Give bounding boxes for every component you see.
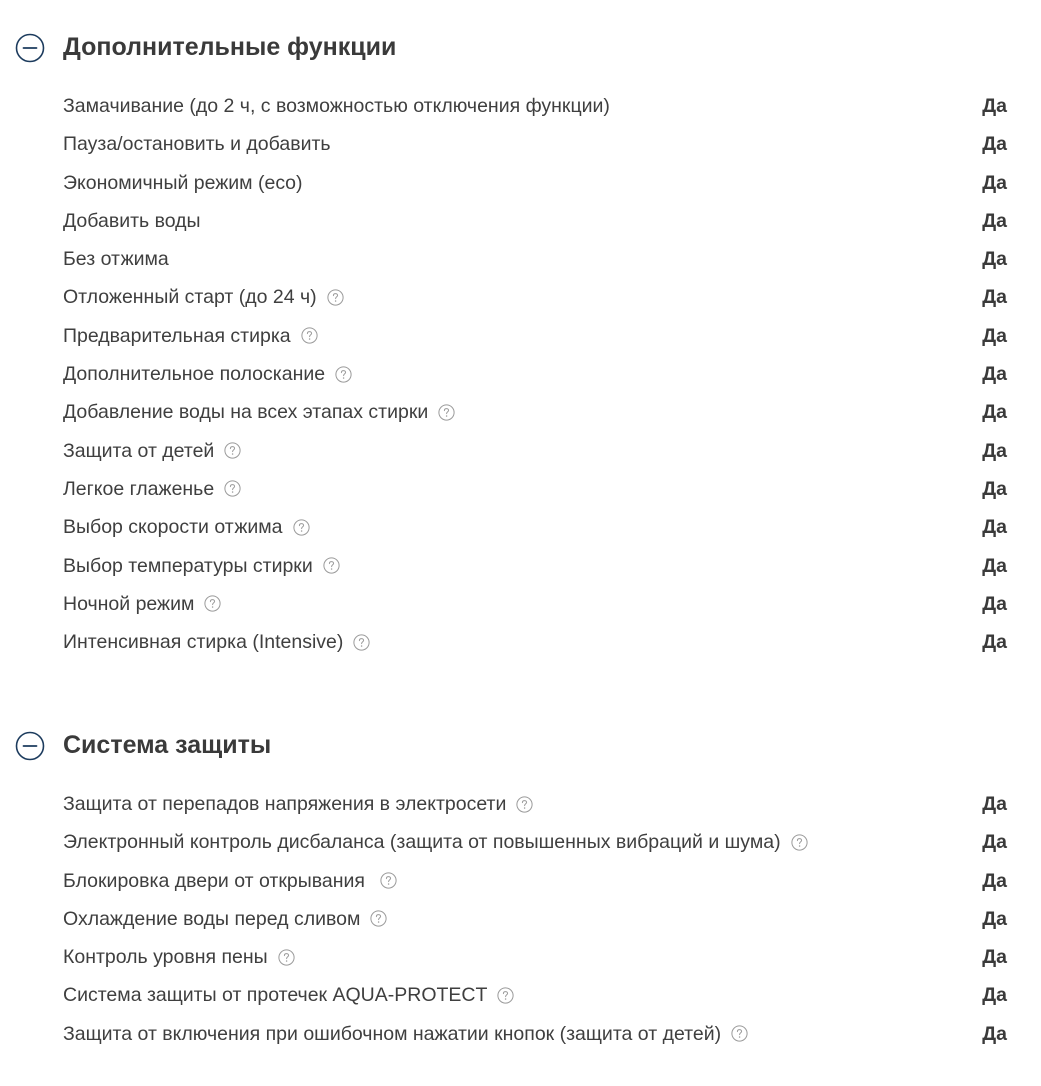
section-header-toggle[interactable] [15,729,272,761]
spec-label: Без отжима [63,248,169,271]
spec-label-wrap [63,132,331,156]
section-title: Система защиты [63,731,272,759]
spec-value: Да [982,984,1007,1007]
spec-label: Защита от перепадов напряжения в электросети [63,793,507,815]
help-question-icon[interactable] [278,949,295,966]
spec-label-wrap [63,869,397,893]
spec-label-wrap [63,94,610,118]
help-question-icon[interactable] [380,872,397,889]
spec-label-wrap [63,830,808,854]
spec-row [63,132,1007,170]
spec-label: Выбор скорости отжима [63,516,283,539]
spec-label: Пауза/остановить и добавить [63,133,331,156]
spec-label: Выбор температуры стирки [63,554,313,577]
spec-value: Да [982,439,1007,462]
spec-row [63,439,1007,477]
help-question-icon[interactable] [353,634,370,651]
spec-label-wrap [63,1022,748,1046]
spec-label: Контроль уровня пены [63,946,268,969]
spec-label: Экономичный режим (eco) [63,171,303,194]
spec-label-wrap [63,477,241,501]
minus-circle-icon[interactable] [15,731,43,759]
spec-value: Да [982,946,1007,969]
spec-value: Да [982,516,1007,539]
spec-value: Да [982,363,1007,386]
spec-row [63,247,1007,285]
help-question-icon[interactable] [293,519,310,536]
spec-label: Охлаждение воды перед сливом [63,907,361,930]
spec-row [63,285,1007,323]
spec-label-wrap [63,907,387,931]
spec-value: Да [982,324,1007,347]
spec-label: Защита от детей [63,439,215,462]
spec-label: Добавление воды на всех этапах стирки [63,401,429,424]
spec-label-wrap [63,285,344,309]
spec-value: Да [982,592,1007,615]
spec-row [63,362,1007,400]
spec-value: Да [982,286,1007,309]
spec-row [63,477,1007,515]
help-question-icon[interactable] [731,1025,748,1042]
spec-value: Да [982,631,1007,654]
spec-row [63,400,1007,438]
spec-row [63,171,1007,209]
spec-row [63,792,1007,830]
spec-label-wrap [63,400,455,424]
spec-label-wrap [63,247,169,271]
spec-label: Добавить воды [63,209,201,232]
spec-label-wrap [63,515,310,539]
spec-row [63,983,1007,1021]
spec-label: Интенсивная стирка (Intensive) [63,631,344,654]
spec-row [63,830,1007,868]
spec-row [63,592,1007,630]
spec-value: Да [982,248,1007,271]
spec-row [63,907,1007,945]
spec-value: Да [982,793,1007,815]
spec-label: Отложенный старт (до 24 ч) [63,286,317,309]
spec-row [63,630,1007,668]
spec-value: Да [982,95,1007,117]
spec-label: Дополнительное полоскание [63,363,326,386]
spec-value: Да [982,554,1007,577]
spec-label-wrap [63,362,352,386]
help-question-icon[interactable] [323,557,340,574]
spec-value: Да [982,133,1007,156]
spec-label-wrap [63,171,302,195]
spec-value: Да [982,171,1007,194]
spec-value: Да [982,1022,1007,1045]
spec-label: Ночной режим [63,592,195,615]
spec-row [63,1022,1007,1060]
help-question-icon[interactable] [327,289,344,306]
spec-row [63,554,1007,592]
spec-row [63,209,1007,247]
spec-value: Да [982,401,1007,424]
spec-label: Предварительная стирка [63,324,291,347]
spec-label: Защита от включения при ошибочном нажатии кнопок (защита от детей) [63,1022,722,1045]
minus-circle-icon[interactable] [15,33,43,61]
spec-row [63,945,1007,983]
spec-list [63,94,1007,668]
spec-row [63,94,1007,132]
section-header-toggle[interactable] [15,31,397,63]
help-question-icon[interactable] [301,327,318,344]
spec-label: Замачивание (до 2 ч, с возможностью отключения функции) [63,95,610,117]
spec-list [63,792,1007,1060]
help-question-icon[interactable] [335,366,352,383]
spec-label-wrap [63,792,533,816]
spec-row [63,869,1007,907]
spec-label-wrap [63,592,221,616]
spec-value: Да [982,831,1007,854]
spec-value: Да [982,869,1007,892]
help-question-icon[interactable] [224,480,241,497]
spec-label: Электронный контроль дисбаланса (защита от повышенных вибраций и шума) [63,831,781,854]
spec-row [63,324,1007,362]
spec-value: Да [982,907,1007,930]
spec-label-wrap [63,630,370,654]
section-title: Дополнительные функции [63,33,397,61]
help-question-icon[interactable] [438,404,455,421]
spec-value: Да [982,209,1007,232]
spec-label: Система защиты от протечек AQUA-PROTECT [63,984,488,1007]
help-question-icon[interactable] [204,595,221,612]
spec-value: Да [982,477,1007,500]
spec-label-wrap [63,554,340,578]
help-question-icon[interactable] [791,834,808,851]
help-question-icon[interactable] [516,796,533,813]
help-question-icon[interactable] [224,442,241,459]
spec-label-wrap [63,324,318,348]
spec-row [63,515,1007,553]
spec-label-wrap [63,983,514,1007]
help-question-icon[interactable] [497,987,514,1004]
spec-label: Блокировка двери от открывания [63,869,371,892]
spec-label: Легкое глаженье [63,477,215,500]
spec-label-wrap [63,209,201,233]
spec-label-wrap [63,439,241,463]
help-question-icon[interactable] [370,910,387,927]
spec-label-wrap [63,945,295,969]
